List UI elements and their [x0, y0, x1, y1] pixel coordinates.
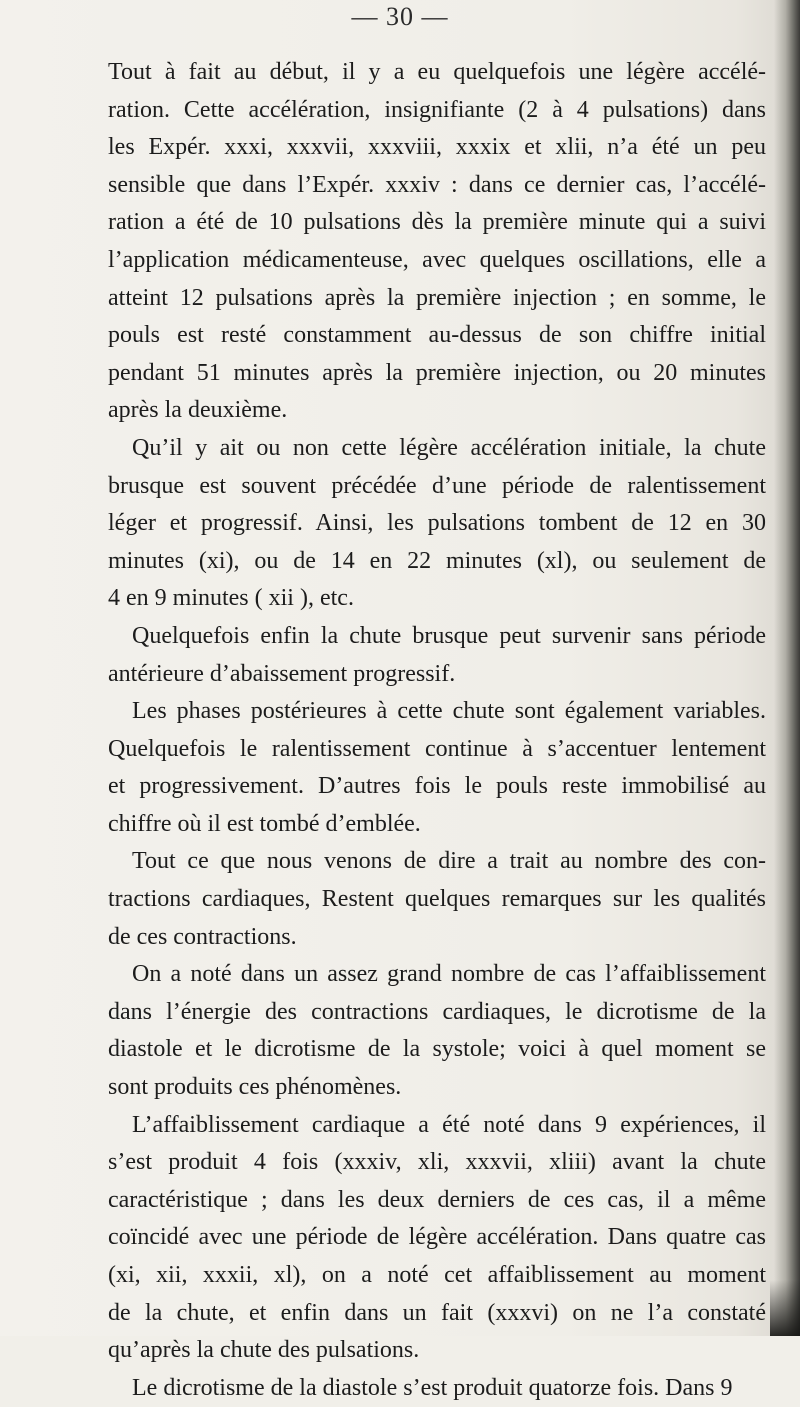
text-line: sont produits ces phénomènes. [108, 1074, 402, 1101]
page-binding-edge [774, 0, 800, 1336]
text-line: sensible que dans l’Expér. xxxiv : dans ce dernier cas, l’accélé- [108, 171, 766, 198]
text-line: tractions cardiaques, Restent quelques remarques sur les qualités [108, 886, 766, 913]
text-line: 4 en 9 minutes ( xii ), etc. [108, 585, 354, 612]
text-line: Le dicrotisme de la diastole s’est produit quatorze fois. Dans 9 [132, 1374, 733, 1401]
text-line: l’application médicamenteuse, avec quelques oscillations, elle a [108, 246, 766, 273]
text-line: de la chute, et enfin dans un fait (xxxvi) on ne l’a constaté [108, 1299, 766, 1326]
text-line: dans l’énergie des contractions cardiaques, le dicrotisme de la [108, 998, 766, 1025]
text-line: Quelquefois le ralentissement continue à s’accentuer lentement [108, 735, 766, 762]
text-line: et progressivement. D’autres fois le pouls reste immobilisé au [108, 773, 766, 800]
text-line: Les phases postérieures à cette chute sont également variables. [132, 698, 766, 725]
text-line: ration. Cette accélération, insignifiante (2 à 4 pulsations) dans [108, 96, 766, 123]
text-line: qu’après la chute des pulsations. [108, 1337, 420, 1364]
text-line: s’est produit 4 fois (xxxiv, xli, xxxvii, xliii) avant la chute [108, 1149, 766, 1176]
text-line: diastole et le dicrotisme de la systole; voici à quel moment se [108, 1036, 766, 1063]
text-line: brusque est souvent précédée d’une période de ralentissement [108, 472, 766, 499]
text-line: léger et progressif. Ainsi, les pulsations tombent de 12 en 30 [108, 510, 766, 537]
text-line: ration a été de 10 pulsations dès la première minute qui a suivi [108, 209, 766, 236]
text-line: de ces contractions. [108, 923, 297, 950]
body-text [108, 54, 766, 1407]
text-line: On a noté dans un assez grand nombre de cas l’affaiblissement [132, 961, 766, 988]
text-line: L’affaiblissement cardiaque a été noté dans 9 expériences, il [132, 1111, 766, 1138]
text-line: caractéristique ; dans les deux derniers de ces cas, il a même [108, 1186, 766, 1213]
text-line: atteint 12 pulsations après la première injection ; en somme, le [108, 284, 766, 311]
text-line: minutes (xi), ou de 14 en 22 minutes (xl), ou seulement de [108, 547, 766, 574]
text-line: antérieure d’abaissement progressif. [108, 660, 456, 687]
text-line: après la deuxième. [108, 397, 288, 424]
text-line: pendant 51 minutes après la première injection, ou 20 minutes [108, 359, 766, 386]
text-line: pouls est resté constamment au-dessus de son chiffre initial [108, 322, 766, 349]
text-line: Tout ce que nous venons de dire a trait au nombre des con- [132, 848, 766, 875]
page-number: — 30 — [351, 2, 449, 31]
text-line: Quelquefois enfin la chute brusque peut survenir sans période [132, 622, 766, 649]
text-line: chiffre où il est tombé d’emblée. [108, 810, 421, 837]
text-line: les Expér. xxxi, xxxvii, xxxviii, xxxix et xlii, n’a été un peu [108, 134, 766, 161]
text-line: coïncidé avec une période de légère accélération. Dans quatre cas [108, 1224, 766, 1251]
text-line: Tout à fait au début, il y a eu quelquefois une légère accélé- [108, 59, 766, 85]
text-line: (xi, xii, xxxii, xl), on a noté cet affaiblissement au moment [108, 1262, 766, 1288]
text-line: Qu’il y ait ou non cette légère accélération initiale, la chute [132, 434, 766, 461]
page-corner-shadow [770, 1280, 800, 1336]
